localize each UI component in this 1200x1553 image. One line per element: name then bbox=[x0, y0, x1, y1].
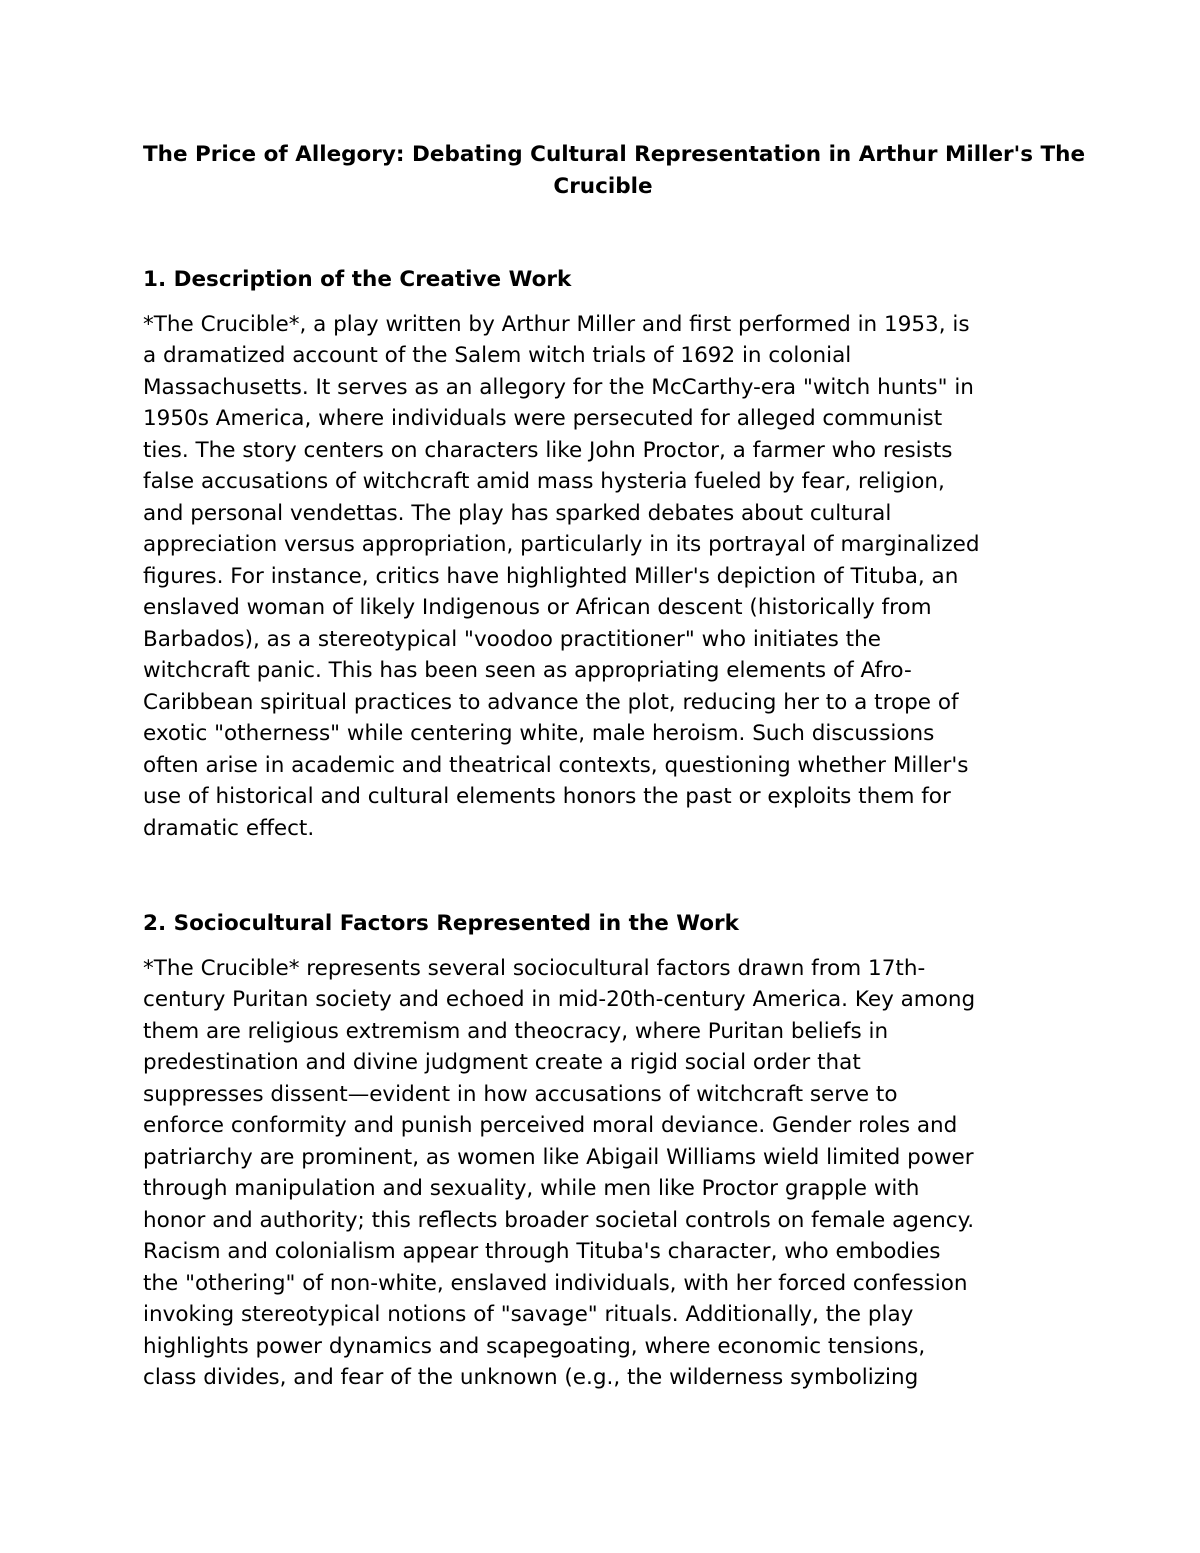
paragraph-line: figures. For instance, critics have highlighted Miller's depiction of Tituba, an bbox=[143, 563, 959, 589]
document-title bbox=[143, 139, 1086, 202]
paragraph-line: enslaved woman of likely Indigenous or African descent (historically from bbox=[143, 595, 932, 620]
paragraph-line: false accusations of witchcraft amid mass hysteria fueled by fear, religion, bbox=[143, 469, 945, 494]
paragraph-line: enforce conformity and punish perceived moral deviance. Gender roles and bbox=[143, 1113, 958, 1138]
title-line: The Price of Allegory: Debating Cultural Representation in Arthur Miller's The bbox=[143, 142, 1086, 167]
section-heading-description: 1. Description of the Creative Work bbox=[143, 267, 572, 292]
paragraph-line: Racism and colonialism appear through Tituba's character, who embodies bbox=[143, 1239, 941, 1264]
paragraph-line: through manipulation and sexuality, while men like Proctor grapple with bbox=[143, 1176, 920, 1201]
paragraph-line: invoking stereotypical notions of "savage" rituals. Additionally, the play bbox=[143, 1302, 914, 1327]
paragraph-line: honor and authority; this reflects broader societal controls on female agency. bbox=[143, 1207, 975, 1233]
paragraph-line: use of historical and cultural elements honors the past or exploits them for bbox=[143, 784, 951, 809]
paragraph-line: the "othering" of non-white, enslaved individuals, with her forced confession bbox=[143, 1270, 968, 1296]
paragraph-line: predestination and divine judgment create a rigid social order that bbox=[143, 1050, 861, 1075]
paragraph-line: witchcraft panic. This has been seen as appropriating elements of Afro- bbox=[143, 658, 912, 683]
section-paragraph-description bbox=[143, 309, 1063, 845]
paragraph-line: Caribbean spiritual practices to advance the plot, reducing her to a trope of bbox=[143, 689, 959, 715]
paragraph-line: often arise in academic and theatrical contexts, questioning whether Miller's bbox=[143, 752, 969, 778]
paragraph-line: patriarchy are prominent, as women like Abigail Williams wield limited power bbox=[143, 1144, 974, 1170]
section-paragraph-sociocultural bbox=[143, 953, 1063, 1394]
paragraph-line: *The Crucible* represents several sociocultural factors drawn from 17th- bbox=[143, 955, 926, 981]
paragraph-line: a dramatized account of the Salem witch trials of 1692 in colonial bbox=[143, 343, 852, 368]
paragraph-line: century Puritan society and echoed in mid-20th-century America. Key among bbox=[143, 987, 976, 1012]
section-heading-sociocultural: 2. Sociocultural Factors Represented in the Work bbox=[143, 911, 739, 936]
paragraph-line: highlights power dynamics and scapegoating, where economic tensions, bbox=[143, 1333, 926, 1359]
paragraph-line: and personal vendettas. The play has sparked debates about cultural bbox=[143, 500, 892, 526]
title-line: Crucible bbox=[553, 173, 653, 199]
paragraph-line: suppresses dissent—evident in how accusations of witchcraft serve to bbox=[143, 1081, 898, 1107]
paragraph-line: class divides, and fear of the unknown (e.g., the wilderness symbolizing bbox=[143, 1365, 919, 1390]
document-page bbox=[143, 139, 1086, 1394]
paragraph-line: Barbados), as a stereotypical "voodoo practitioner" who initiates the bbox=[143, 626, 881, 652]
paragraph-line: dramatic effect. bbox=[143, 815, 315, 841]
paragraph-line: *The Crucible*, a play written by Arthur Miller and first performed in 1953, is bbox=[143, 311, 970, 337]
paragraph-line: ties. The story centers on characters like John Proctor, a farmer who resists bbox=[143, 437, 953, 463]
paragraph-line: 1950s America, where individuals were persecuted for alleged communist bbox=[143, 406, 943, 431]
paragraph-line: Massachusetts. It serves as an allegory for the McCarthy-era "witch hunts" in bbox=[143, 374, 974, 400]
paragraph-line: appreciation versus appropriation, particularly in its portrayal of marginalized bbox=[143, 532, 980, 557]
paragraph-line: exotic "otherness" while centering white, male heroism. Such discussions bbox=[143, 721, 935, 746]
paragraph-line: them are religious extremism and theocracy, where Puritan beliefs in bbox=[143, 1018, 889, 1044]
